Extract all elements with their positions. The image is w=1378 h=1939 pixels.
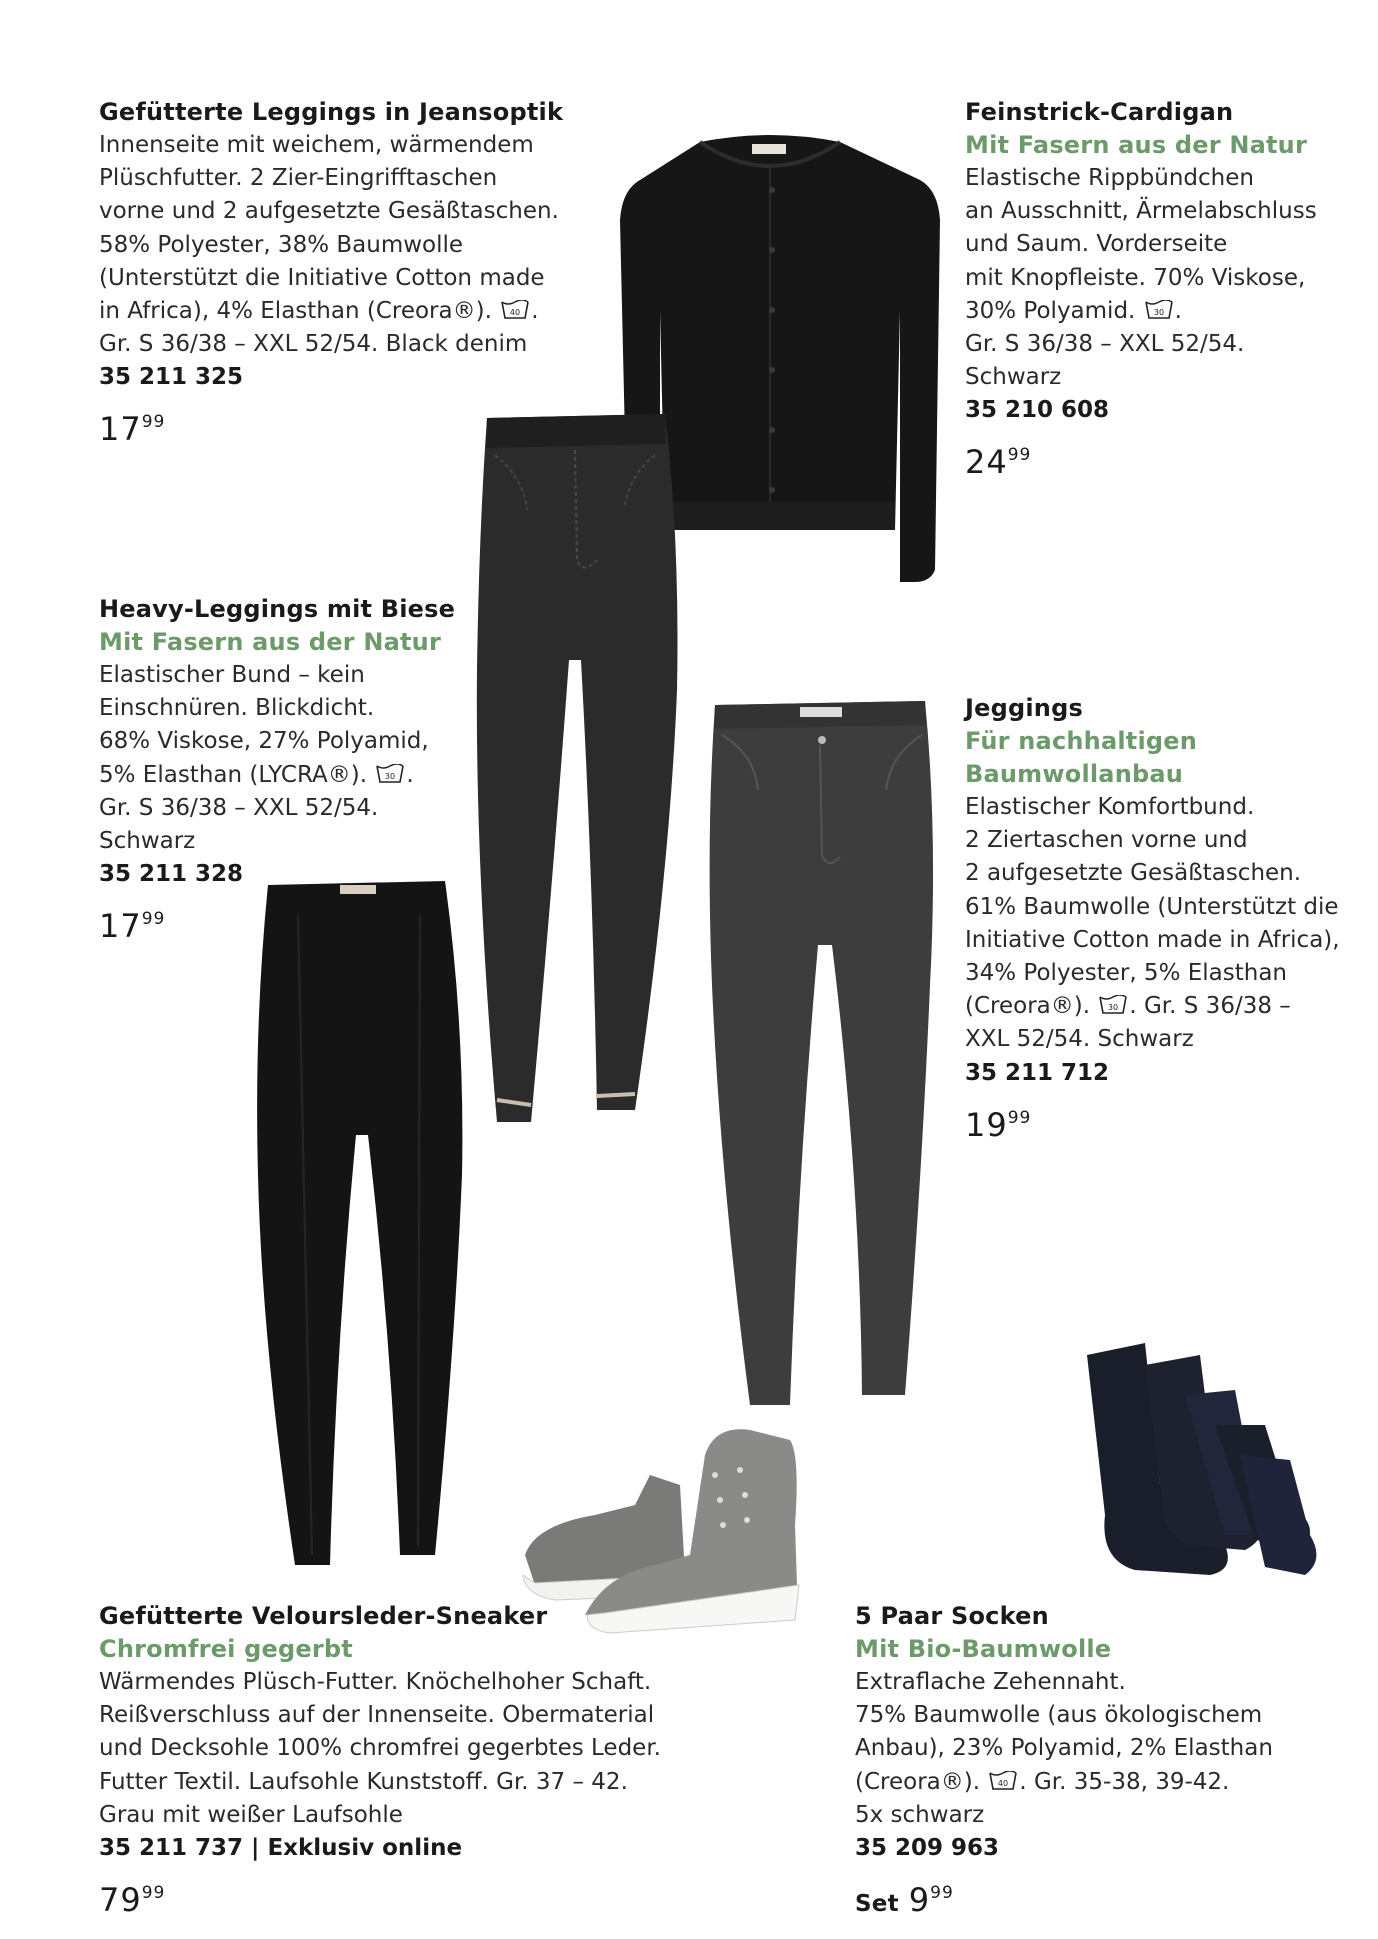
- desc-line: Gr. S 36/38 – XXL 52/54.: [99, 794, 379, 821]
- price-main: 9: [908, 1881, 931, 1920]
- product-subtitle: Mit Bio-Baumwolle: [855, 1635, 1112, 1663]
- price-main: 24: [965, 443, 1008, 482]
- product-cardigan: [965, 96, 1317, 482]
- price-main: 79: [99, 1881, 142, 1920]
- desc-line: Anbau), 23% Polyamid, 2% Elasthan: [855, 1735, 1273, 1762]
- product-title: Feinstrick-Cardigan: [965, 98, 1234, 126]
- wash-temp: 30: [1153, 307, 1164, 317]
- desc-line: Plüschfutter. 2 Zier-Eingrifftaschen: [99, 165, 498, 192]
- desc-line: 75% Baumwolle (aus ökologischem: [855, 1702, 1263, 1729]
- care-text: 30% Polyamid.: [965, 297, 1136, 324]
- price-main: 17: [99, 907, 142, 946]
- article-number: 35 211 328: [99, 861, 244, 888]
- care-text: (Creora®).: [965, 993, 1091, 1020]
- desc-line: Elastischer Bund – kein: [99, 662, 365, 688]
- desc-line: Gr. S 36/38 – XXL 52/54. Black denim: [99, 331, 528, 358]
- product-description: [965, 791, 1340, 1057]
- price: [855, 1873, 1273, 1924]
- product-jeggings: [965, 692, 1340, 1145]
- wash-40-icon: [989, 1771, 1017, 1791]
- desc-line: Grau mit weißer Laufsohle: [99, 1801, 403, 1828]
- wash-temp: 40: [998, 1778, 1009, 1788]
- desc-line-care: [965, 990, 1340, 1023]
- price-cents: 99: [1007, 1107, 1032, 1128]
- product-title: Heavy-Leggings mit Biese: [99, 595, 456, 623]
- product-description: [855, 1666, 1273, 1832]
- product-title: Gefütterte Leggings in Jeansoptik: [99, 98, 564, 126]
- desc-line: 58% Polyester, 38% Baumwolle: [99, 231, 464, 258]
- socks-image: [1075, 1335, 1325, 1620]
- desc-line: und Saum. Vorderseite: [965, 231, 1228, 258]
- product-subtitle: Mit Fasern aus der Natur: [99, 628, 442, 656]
- care-text-after: .: [531, 298, 539, 325]
- desc-line: vorne und 2 aufgesetzte Gesäßtaschen.: [99, 198, 559, 225]
- article-number: 35 211 325: [99, 364, 244, 391]
- article-number: 35 211 737 | Exklusiv online: [99, 1835, 463, 1862]
- desc-line-care: [99, 759, 455, 792]
- desc-line: und Decksohle 100% chromfrei gegerbtes Leder.: [99, 1735, 661, 1762]
- product-title: Gefütterte Veloursleder-Sneaker: [99, 1602, 548, 1630]
- product-title: 5 Paar Socken: [855, 1602, 1049, 1630]
- heavy-leggings-image: [240, 875, 480, 1565]
- care-text: 5% Elasthan (LYCRA®).: [99, 761, 368, 788]
- desc-line: Schwarz: [965, 364, 1062, 391]
- price-cents: 99: [1007, 445, 1032, 466]
- wash-30-icon: [1099, 995, 1127, 1015]
- desc-line: Elastische Rippbündchen: [965, 165, 1254, 191]
- desc-line: an Ausschnitt, Ärmelabschluss: [965, 198, 1317, 225]
- product-description: [99, 129, 563, 361]
- care-text-after: . Gr. 35-38, 39-42.: [1019, 1768, 1230, 1795]
- price-main: 17: [99, 410, 142, 449]
- desc-line: Gr. S 36/38 – XXL 52/54.: [965, 331, 1245, 358]
- desc-line-care: [855, 1766, 1273, 1799]
- desc-line: XXL 52/54. Schwarz: [965, 1026, 1194, 1053]
- jeggings-image: [700, 695, 945, 1405]
- desc-line: Innenseite mit weichem, wärmendem: [99, 132, 534, 158]
- product-subtitle: Für nachhaltigen: [965, 727, 1198, 755]
- desc-line: Extraflache Zehennaht.: [855, 1669, 1126, 1695]
- desc-line: 61% Baumwolle (Unterstützt die: [965, 893, 1339, 920]
- desc-line: mit Knopfleiste. 70% Viskose,: [965, 264, 1306, 291]
- article-number: 35 211 712: [965, 1059, 1110, 1086]
- price-cents: 99: [141, 909, 166, 930]
- price: [965, 435, 1317, 482]
- price-prefix: Set: [855, 1891, 899, 1918]
- product-subtitle: Mit Fasern aus der Natur: [965, 131, 1308, 159]
- product-description: [965, 162, 1317, 394]
- wash-40-icon: [501, 300, 529, 320]
- desc-line: Wärmendes Plüsch-Futter. Knöchelhoher Schaft.: [99, 1669, 652, 1695]
- care-text-after: . Gr. S 36/38 –: [1129, 993, 1291, 1020]
- desc-line: Initiative Cotton made in Africa),: [965, 926, 1340, 953]
- care-text: in Africa), 4% Elasthan (Creora®).: [99, 298, 492, 325]
- product-subtitle: Baumwollanbau: [965, 760, 1184, 788]
- price: [965, 1098, 1340, 1145]
- care-text: (Creora®).: [855, 1768, 981, 1795]
- desc-line: Schwarz: [99, 828, 196, 855]
- desc-line: Futter Textil. Laufsohle Kunststoff. Gr. 37 – 42.: [99, 1768, 628, 1795]
- desc-line: 68% Viskose, 27% Polyamid,: [99, 728, 429, 755]
- wash-temp: 40: [510, 308, 521, 318]
- desc-line: 5x schwarz: [855, 1801, 985, 1828]
- denim-leggings-image: [465, 410, 695, 1130]
- article-number: 35 210 608: [965, 397, 1110, 424]
- price-cents: 99: [141, 412, 166, 433]
- product-sneakers: [99, 1600, 661, 1920]
- desc-line: Reißverschluss auf der Innenseite. Obermaterial: [99, 1702, 655, 1729]
- wash-30-icon: [376, 764, 404, 784]
- wash-temp: 30: [385, 771, 396, 781]
- desc-line: Elastischer Komfortbund.: [965, 794, 1255, 820]
- price-cents: 99: [141, 1883, 166, 1904]
- product-heavy-leggings: [99, 593, 455, 946]
- desc-line-care: [965, 295, 1317, 328]
- desc-line-care: [99, 295, 563, 328]
- product-description: [99, 659, 455, 858]
- article-number: 35 209 963: [855, 1835, 1000, 1862]
- price-main: 19: [965, 1105, 1008, 1144]
- desc-line: 2 aufgesetzte Gesäßtaschen.: [965, 860, 1302, 887]
- product-socks: [855, 1600, 1273, 1924]
- price: [99, 402, 563, 449]
- desc-line: (Unterstützt die Initiative Cotton made: [99, 264, 545, 291]
- price: [99, 1873, 661, 1920]
- desc-line: 2 Ziertaschen vorne und: [965, 827, 1248, 854]
- desc-line: 34% Polyester, 5% Elasthan: [965, 960, 1287, 987]
- desc-line: Einschnüren. Blickdicht.: [99, 695, 375, 722]
- wash-temp: 30: [1108, 1003, 1119, 1013]
- care-text-after: .: [406, 761, 414, 788]
- product-subtitle: Chromfrei gegerbt: [99, 1635, 353, 1663]
- product-description: [99, 1666, 661, 1832]
- price-cents: 99: [930, 1883, 954, 1904]
- product-denim-leggings: [99, 96, 563, 449]
- care-text-after: .: [1174, 297, 1182, 324]
- price: [99, 899, 455, 946]
- product-title: Jeggings: [965, 694, 1083, 722]
- wash-30-icon: [1145, 300, 1173, 320]
